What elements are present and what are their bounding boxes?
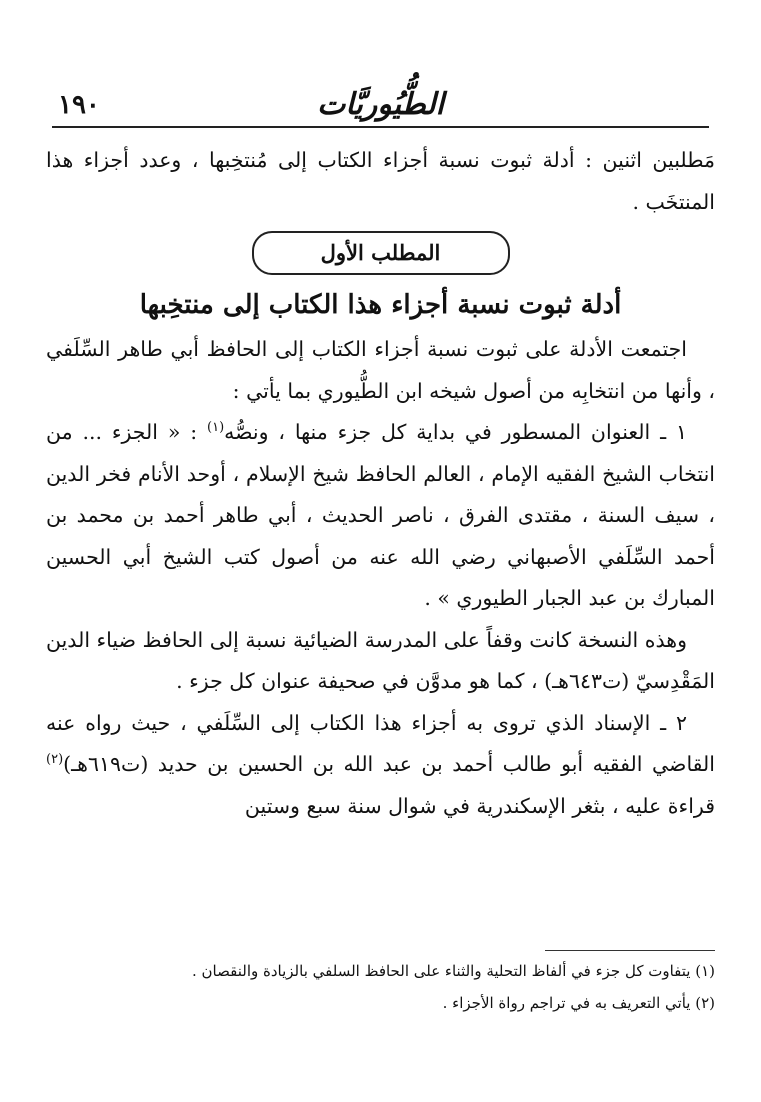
paragraph-4 xyxy=(46,703,715,828)
section-box-label: المطلب الأول xyxy=(320,240,441,266)
footnote-ref-2[interactable]: (٢) xyxy=(46,752,64,768)
intro-paragraph: مَطلبين اثنين : أدلة ثبوت نسبة أجزاء الكتاب إلى مُنتخِبها ، وعدد أجزاء هذا المنتخَب . xyxy=(46,148,715,214)
footnote-ref-1[interactable]: (١) xyxy=(207,420,225,436)
footnote-1: (١) يتفاوت كل جزء في ألفاظ التحلية والثناء على الحافظ السلفي بالزيادة والنقصان . xyxy=(192,962,715,980)
paragraph-4-rest: قراءة عليه ، بثغر الإسكندرية في شوال سنة سبع وستين xyxy=(244,793,715,818)
footnote-2: (٢) يأتي التعريف به في تراجم رواة الأجزاء . xyxy=(442,994,715,1012)
paragraph-4-start: ٢ ـ الإسناد الذي تروى به أجزاء هذا الكتاب إلى السِّلَفي ، حيث رواه عنه القاضي الفقيه أبو طالب أحمد بن عبد الله بن الحسين بن حديد (ت٦١٩هـ) xyxy=(46,710,715,776)
section-heading: أدلة ثبوت نسبة أجزاء هذا الكتاب إلى منتخِبها xyxy=(139,290,622,320)
footnote-divider xyxy=(545,950,715,951)
paragraph-3: وهذه النسخة كانت وقفاً على المدرسة الضيائية نسبة إلى الحافظ ضياء الدين المَقْدِسيّ (ت٦٤٣هـ) ، كما هو مدوَّن في صحيفة عنوان كل جزء . xyxy=(46,627,715,693)
paragraph-2-start: ١ ـ العنوان المسطور في بداية كل جزء منها ، ونصُّه xyxy=(224,420,687,444)
page-number: ١٩٠ xyxy=(58,90,100,120)
paragraph-2 xyxy=(46,412,715,620)
body-text xyxy=(46,140,715,827)
running-title: الطُّيُوريَّات xyxy=(317,87,444,122)
section-box xyxy=(252,231,510,275)
footnotes xyxy=(46,955,715,1019)
paragraph-2-rest: : « الجزء ... من انتخاب الشيخ الفقيه الإمام ، العالم الحافظ شيخ الإسلام ، أوحد الأنام فخر الدين ، سيف السنة ، مقتدى الفرق ، ناصر الحديث ، أبي طاهر أحمد بن محمد بن أحمد السِّلَفي الأصبهاني رضي الله عنه من أصول كتب الشيخ أبي الحسين المبارك بن عبد الجبار الطيوري » . xyxy=(46,420,715,610)
page-header xyxy=(52,70,709,128)
paragraph-1: اجتمعت الأدلة على ثبوت نسبة أجزاء الكتاب إلى الحافظ أبي طاهر السِّلَفي ، وأنها من انتخابِه من أصول شيخه ابن الطُّيوري بما يأتي : xyxy=(46,337,715,403)
